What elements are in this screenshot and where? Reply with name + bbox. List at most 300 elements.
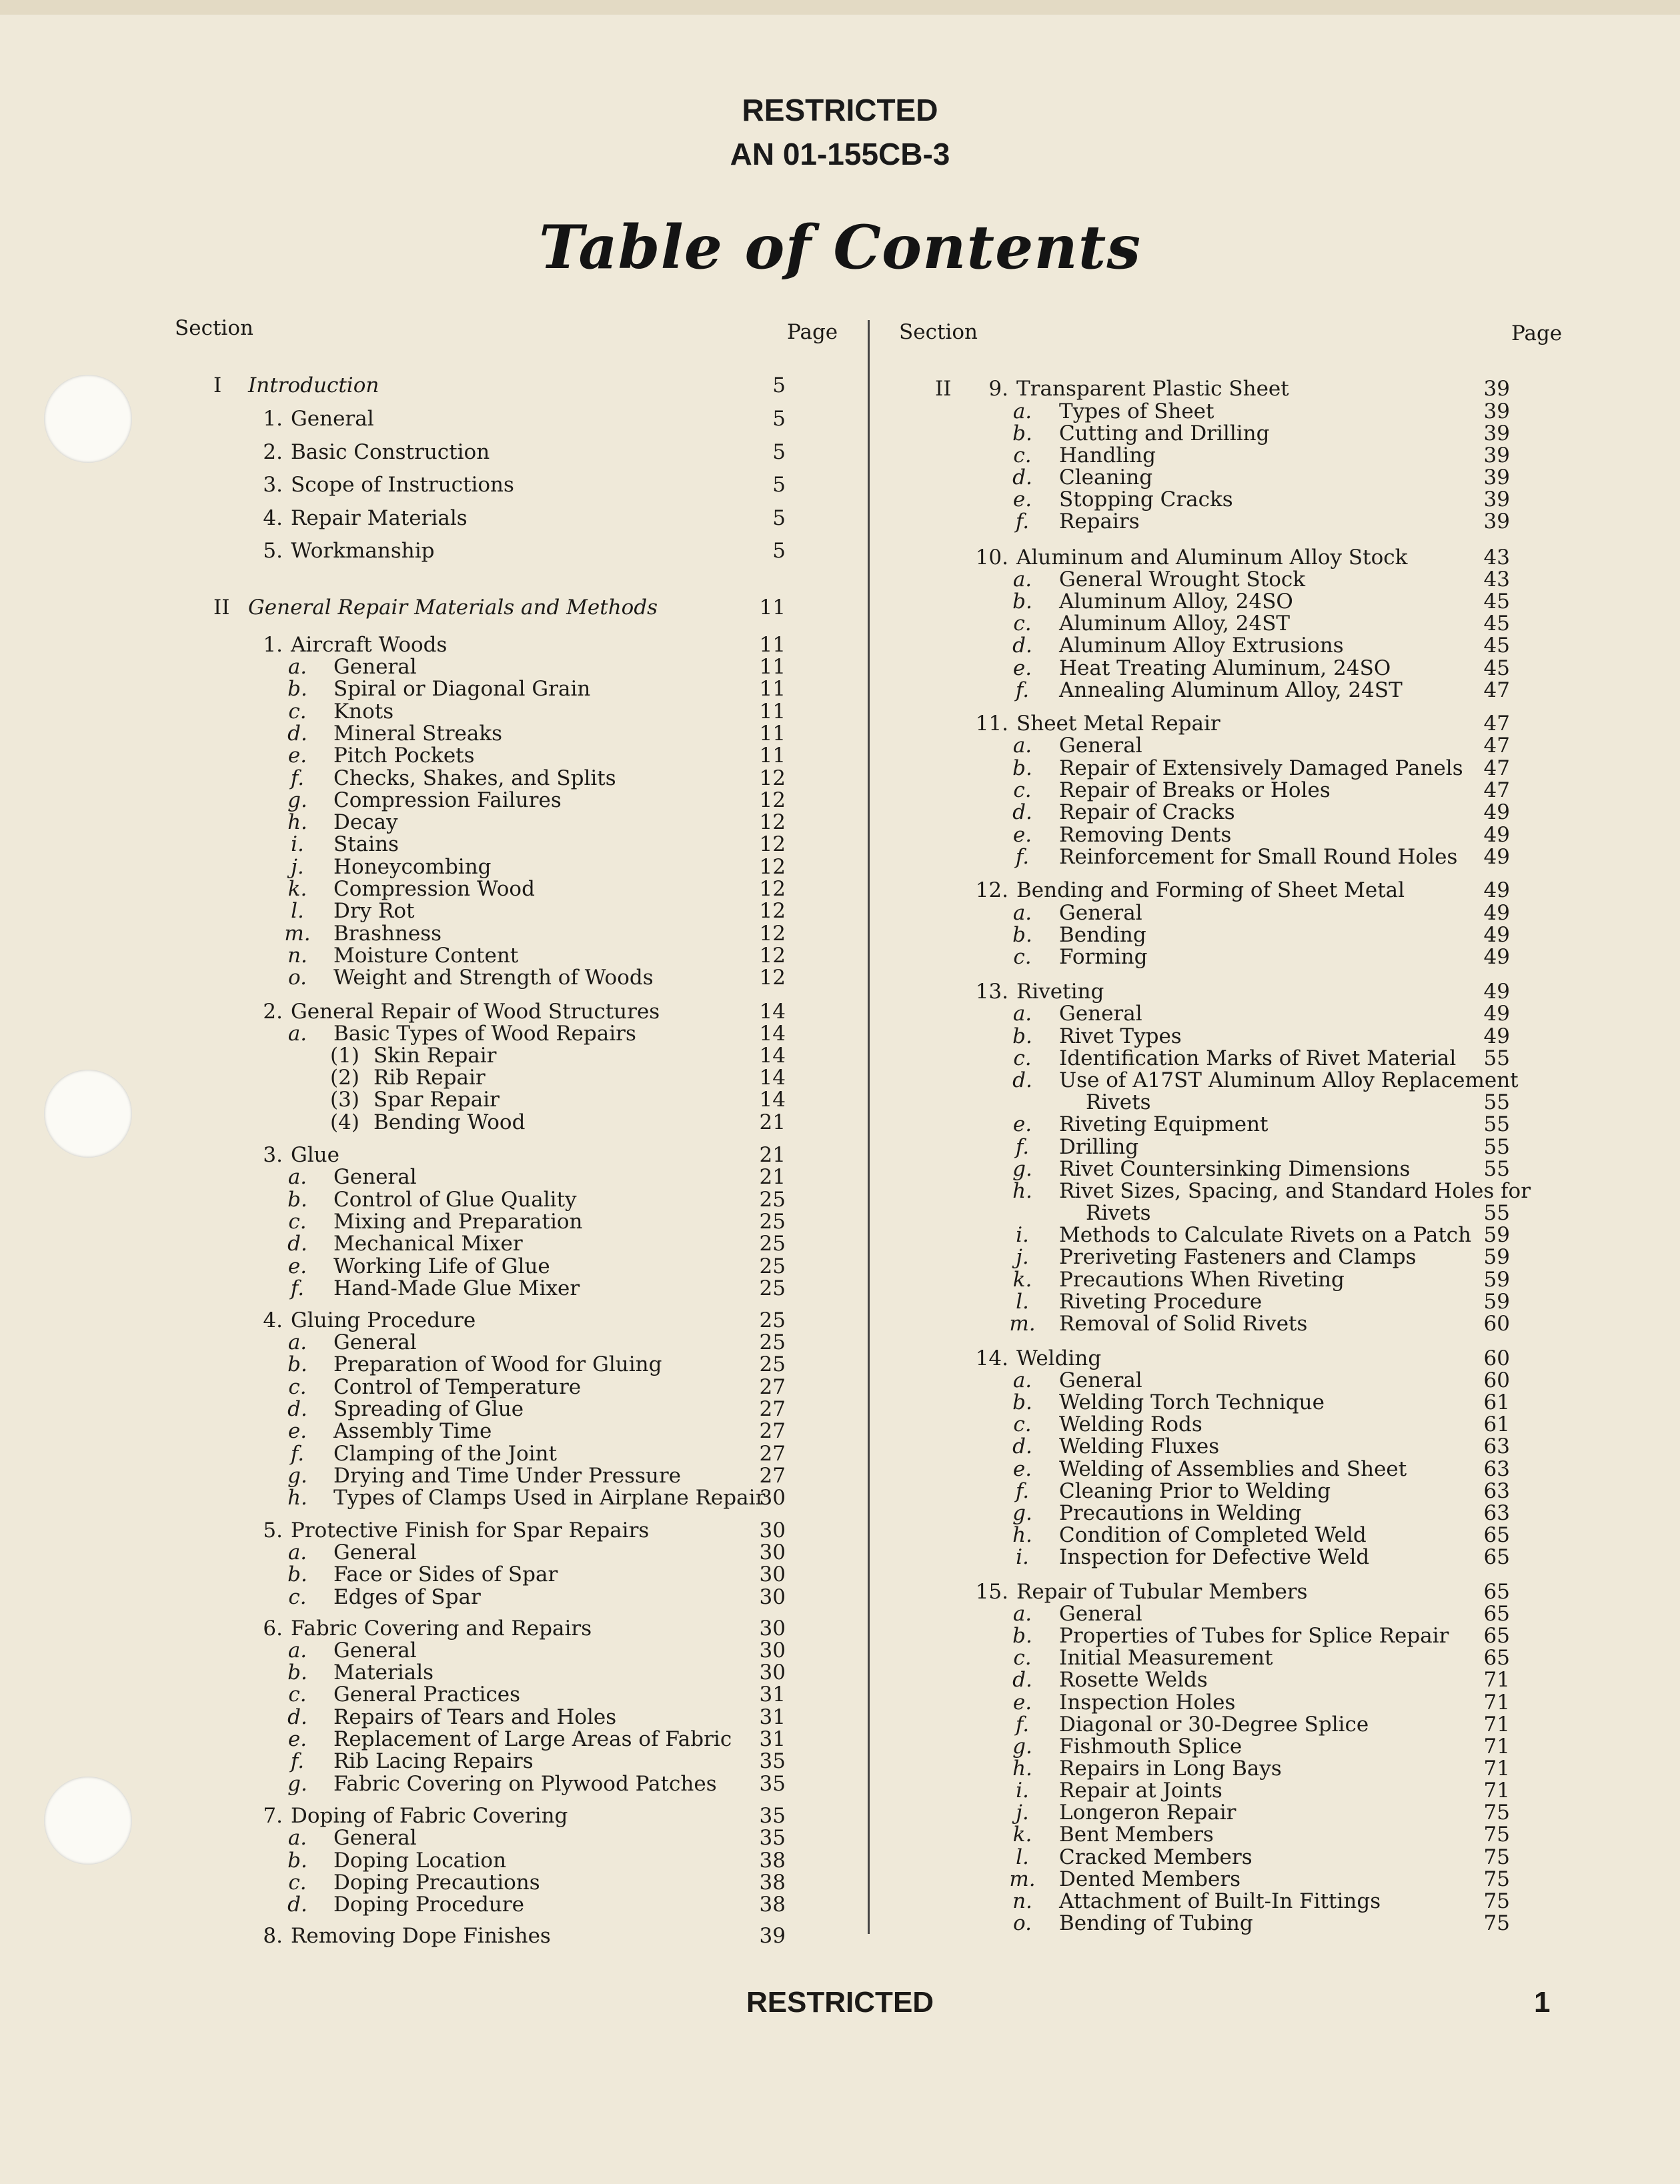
entry-title: Weight and Strength of Woods xyxy=(333,966,654,990)
page-ref: 49 xyxy=(1483,1024,1510,1048)
page-ref: 59 xyxy=(1483,1268,1510,1292)
page-ref: 75 xyxy=(1483,1911,1510,1935)
document-number: AN 01-155CB-3 xyxy=(730,137,950,171)
entry-title: Rivets xyxy=(1086,1201,1151,1225)
item-letter: h. xyxy=(287,810,307,834)
item-number: 7. xyxy=(263,1804,283,1828)
right-entry xyxy=(0,1801,1680,1824)
item-letter: m. xyxy=(284,922,311,946)
entry-title: General xyxy=(1059,1602,1142,1626)
item-letter: d. xyxy=(287,1397,307,1421)
entry-title: Initial Measurement xyxy=(1059,1646,1273,1670)
item-letter: c. xyxy=(1013,612,1032,636)
item-letter: g. xyxy=(1012,1157,1032,1181)
entry-title: Preparation of Wood for Gluing xyxy=(333,1352,662,1376)
page-ref: 49 xyxy=(1483,845,1510,869)
page-ref: 49 xyxy=(1483,800,1510,824)
right-entry xyxy=(0,899,1680,925)
entry-title: Identification Marks of Rivet Material xyxy=(1059,1046,1457,1070)
page-ref: 63 xyxy=(1483,1434,1510,1458)
page-ref: 21 xyxy=(759,1165,786,1189)
right-entry xyxy=(0,1580,1680,1603)
item-letter: j. xyxy=(1016,1245,1029,1269)
item-letter: l. xyxy=(1016,1290,1029,1314)
item-letter: b. xyxy=(1012,1024,1032,1048)
right-entry xyxy=(0,924,1680,946)
entry-title: Welding Rods xyxy=(1059,1412,1202,1436)
entry-title: Bending and Forming of Sheet Metal xyxy=(1016,878,1405,902)
page-ref: 14 xyxy=(759,1022,786,1046)
item-letter: a. xyxy=(287,1022,307,1046)
item-letter: g. xyxy=(287,1464,307,1488)
item-letter: c. xyxy=(1013,778,1032,802)
entry-title: Control of Glue Quality xyxy=(333,1188,577,1212)
entry-title: Protective Finish for Spar Repairs xyxy=(291,1518,650,1542)
right-entry xyxy=(0,1823,1680,1846)
entry-title: Aluminum Alloy, 24SO xyxy=(1059,590,1293,614)
section-number: I xyxy=(213,373,222,397)
entry-title: Forming xyxy=(1059,945,1148,969)
page-ref: 65 xyxy=(1483,1602,1510,1626)
page-ref: 55 xyxy=(1483,1046,1510,1070)
page-ref: 21 xyxy=(759,1110,786,1134)
page-ref: 25 xyxy=(759,1188,786,1212)
entry-title: Repair of Breaks or Holes xyxy=(1059,778,1331,802)
page-ref: 5 xyxy=(772,506,786,530)
right-entry xyxy=(0,657,1680,680)
item-subnumber: (3) xyxy=(330,1088,359,1112)
entry-title: Welding xyxy=(1016,1346,1102,1370)
item-letter: c. xyxy=(288,1375,307,1399)
page-ref: 27 xyxy=(759,1375,786,1399)
page-ref: 65 xyxy=(1483,1545,1510,1569)
item-letter: h. xyxy=(287,1486,307,1510)
item-letter: f. xyxy=(1015,845,1030,869)
right-entry xyxy=(0,1136,1680,1158)
entry-title: Repair Materials xyxy=(291,506,468,530)
page-ref: 25 xyxy=(759,1276,786,1300)
item-letter: b. xyxy=(1012,1624,1032,1648)
page-ref: 47 xyxy=(1483,756,1510,780)
page-ref: 55 xyxy=(1483,1157,1510,1181)
item-letter: n. xyxy=(287,944,307,968)
right-entry xyxy=(0,488,1680,511)
item-letter: a. xyxy=(287,1165,307,1189)
item-letter: c. xyxy=(1013,1046,1032,1070)
page-ref: 12 xyxy=(759,899,786,923)
item-letter: e. xyxy=(1012,1691,1032,1715)
item-letter: b. xyxy=(1012,421,1032,445)
right-entry xyxy=(0,980,1680,1003)
entry-title: General xyxy=(291,407,374,431)
right-entry xyxy=(0,1246,1680,1268)
right-entry xyxy=(0,1091,1680,1114)
page-ref: 5 xyxy=(772,539,786,563)
entry-title: Honeycombing xyxy=(333,855,492,879)
item-letter: f. xyxy=(1015,678,1030,702)
entry-title: General xyxy=(1059,901,1142,925)
page-ref: 14 xyxy=(759,1066,786,1090)
right-entry xyxy=(0,879,1680,902)
page-ref: 30 xyxy=(759,1562,786,1586)
entry-title: Rivet Sizes, Spacing, and Standard Holes for xyxy=(1059,1179,1531,1203)
page-ref: 11 xyxy=(759,744,786,768)
right-entry xyxy=(0,846,1680,868)
item-letter: k. xyxy=(1012,1268,1032,1292)
entry-title: Removing Dope Finishes xyxy=(291,1924,551,1948)
page-ref: 75 xyxy=(1483,1801,1510,1825)
entry-title: Face or Sides of Spar xyxy=(333,1562,558,1586)
item-letter: j. xyxy=(291,855,304,879)
item-letter: i. xyxy=(1016,1223,1029,1247)
item-letter: a. xyxy=(287,1826,307,1850)
entry-title: Repairs in Long Bays xyxy=(1059,1757,1282,1781)
entry-title: Bent Members xyxy=(1059,1823,1214,1847)
entry-title: Riveting xyxy=(1016,980,1104,1004)
item-letter: e. xyxy=(287,744,307,768)
page-ref: 45 xyxy=(1483,612,1510,636)
entry-title: Hand-Made Glue Mixer xyxy=(333,1276,580,1300)
entry-title: Clamping of the Joint xyxy=(333,1442,557,1466)
entry-title: Stains xyxy=(333,832,399,856)
right-entry xyxy=(0,801,1680,824)
page-ref: 30 xyxy=(759,1518,786,1542)
section-number: II xyxy=(935,377,952,401)
right-entry xyxy=(0,510,1680,533)
entry-title: Bending of Tubing xyxy=(1059,1911,1253,1935)
item-letter: d. xyxy=(1012,1068,1032,1092)
entry-title: Pitch Pockets xyxy=(333,744,475,768)
page-ref: 27 xyxy=(759,1419,786,1443)
item-letter: d. xyxy=(1012,1434,1032,1458)
item-number: 5. xyxy=(263,1518,283,1542)
item-number: 5. xyxy=(263,539,283,563)
page-ref: 49 xyxy=(1483,823,1510,847)
item-letter: f. xyxy=(290,1442,305,1466)
entry-title: Spar Repair xyxy=(373,1088,500,1112)
page-ref: 35 xyxy=(759,1749,786,1773)
item-letter: a. xyxy=(1012,901,1032,925)
entry-title: General xyxy=(333,1540,417,1564)
right-entry xyxy=(0,1002,1680,1025)
entry-title: Decay xyxy=(333,810,398,834)
page-ref: 47 xyxy=(1483,734,1510,758)
entry-title: Welding of Assemblies and Sheet xyxy=(1059,1457,1407,1481)
entry-title: Reinforcement for Small Round Holes xyxy=(1059,845,1458,869)
item-letter: g. xyxy=(287,788,307,812)
entry-title: Control of Temperature xyxy=(333,1375,582,1399)
entry-title: Assembly Time xyxy=(333,1419,492,1443)
page-ref: 27 xyxy=(759,1442,786,1466)
right-entry xyxy=(0,1435,1680,1458)
item-letter: d. xyxy=(287,1893,307,1917)
item-letter: c. xyxy=(288,1683,307,1707)
page-ref: 30 xyxy=(759,1486,786,1510)
item-letter: e. xyxy=(287,1254,307,1278)
entry-title: General Repair Materials and Methods xyxy=(248,596,658,620)
entry-title: Gluing Procedure xyxy=(291,1308,476,1332)
entry-title: Brashness xyxy=(333,922,442,946)
page-ref: 11 xyxy=(759,655,786,679)
item-letter: c. xyxy=(288,700,307,724)
entry-title: Types of Clamps Used in Airplane Repair xyxy=(333,1486,766,1510)
item-letter: f. xyxy=(1015,1479,1030,1503)
page-ref: 31 xyxy=(759,1683,786,1707)
page-ref: 39 xyxy=(1483,377,1510,401)
entry-title: Inspection for Defective Weld xyxy=(1059,1545,1370,1569)
item-letter: c. xyxy=(288,1871,307,1895)
page-top-edge xyxy=(0,0,1680,15)
right-entry xyxy=(0,466,1680,489)
page-ref: 71 xyxy=(1483,1757,1510,1781)
item-letter: i. xyxy=(291,832,304,856)
item-letter: a. xyxy=(1012,1002,1032,1026)
right-entry xyxy=(0,757,1680,780)
entry-title: Replacement of Large Areas of Fabric xyxy=(333,1727,732,1751)
page-ref: 61 xyxy=(1483,1390,1510,1414)
entry-title: Use of A17ST Aluminum Alloy Replacement xyxy=(1059,1068,1519,1092)
page-ref: 5 xyxy=(772,440,786,464)
page-ref: 5 xyxy=(772,407,786,431)
entry-title: Riveting Equipment xyxy=(1059,1112,1269,1136)
entry-title: Basic Construction xyxy=(291,440,490,464)
page-ref: 59 xyxy=(1483,1223,1510,1247)
page-ref: 14 xyxy=(759,1088,786,1112)
entry-title: General xyxy=(333,1826,417,1850)
item-letter: c. xyxy=(1013,443,1032,467)
entry-title: Sheet Metal Repair xyxy=(1016,712,1220,736)
page-ref: 35 xyxy=(759,1826,786,1850)
page-ref: 71 xyxy=(1483,1779,1510,1803)
entry-title: Repair at Joints xyxy=(1059,1779,1222,1803)
entry-title: Rib Repair xyxy=(373,1066,486,1090)
item-number: 11. xyxy=(975,712,1008,736)
item-letter: a. xyxy=(1012,1368,1032,1392)
right-entry xyxy=(0,1691,1680,1714)
item-number: 10. xyxy=(975,545,1008,570)
entry-title: Checks, Shakes, and Splits xyxy=(333,766,616,790)
entry-title: Materials xyxy=(333,1661,434,1685)
right-entry xyxy=(0,1846,1680,1869)
page-ref: 14 xyxy=(759,1044,786,1068)
right-entry xyxy=(0,1369,1680,1392)
page-ref: 25 xyxy=(759,1330,786,1354)
page-ref: 45 xyxy=(1483,656,1510,680)
page-ref: 12 xyxy=(759,855,786,879)
item-letter: f. xyxy=(290,1749,305,1773)
item-number: 6. xyxy=(263,1616,283,1641)
item-letter: b. xyxy=(1012,590,1032,614)
item-number: 13. xyxy=(975,980,1008,1004)
item-letter: c. xyxy=(1013,1646,1032,1670)
entry-title: Repair of Cracks xyxy=(1059,800,1235,824)
page-ref: 30 xyxy=(759,1585,786,1609)
page-ref: 38 xyxy=(759,1871,786,1895)
entry-title: Preriveting Fasteners and Clamps xyxy=(1059,1245,1417,1269)
entry-title: Inspection Holes xyxy=(1059,1691,1236,1715)
page-ref: 39 xyxy=(1483,509,1510,533)
entry-title: Rivets xyxy=(1086,1090,1151,1114)
entry-title: Cutting and Drilling xyxy=(1059,421,1270,445)
entry-title: Annealing Aluminum Alloy, 24ST xyxy=(1059,678,1403,702)
page-ref: 47 xyxy=(1483,778,1510,802)
entry-title: Scope of Instructions xyxy=(291,473,514,497)
right-entry xyxy=(0,1069,1680,1092)
right-entry xyxy=(0,1312,1680,1335)
page-ref: 25 xyxy=(759,1210,786,1234)
right-entry xyxy=(0,444,1680,467)
page-ref: 75 xyxy=(1483,1889,1510,1913)
page-ref: 11 xyxy=(759,722,786,746)
right-entry xyxy=(0,1669,1680,1691)
page-ref: 59 xyxy=(1483,1245,1510,1269)
item-letter: a. xyxy=(1012,568,1032,592)
item-number: 14. xyxy=(975,1346,1008,1370)
page-ref: 49 xyxy=(1483,923,1510,947)
page-ref: 12 xyxy=(759,877,786,901)
entry-title: Edges of Spar xyxy=(333,1585,481,1609)
page-ref: 31 xyxy=(759,1727,786,1751)
entry-title: Diagonal or 30-Degree Splice xyxy=(1059,1713,1369,1737)
entry-title: Working Life of Glue xyxy=(333,1254,550,1278)
page-ref: 25 xyxy=(759,1232,786,1256)
right-entry xyxy=(0,568,1680,591)
right-entry xyxy=(0,1890,1680,1913)
item-letter: g. xyxy=(1012,1501,1032,1525)
item-letter: m. xyxy=(1009,1312,1036,1336)
item-letter: j. xyxy=(1016,1801,1029,1825)
right-entry xyxy=(0,1458,1680,1480)
item-letter: c. xyxy=(1013,1412,1032,1436)
page-title: Table of Contents xyxy=(538,212,1142,283)
page-ref: 55 xyxy=(1483,1112,1510,1136)
entry-title: General xyxy=(1059,1368,1142,1392)
page-number: 1 xyxy=(1534,1986,1551,2019)
page-ref: 49 xyxy=(1483,878,1510,902)
item-letter: n. xyxy=(1012,1889,1032,1913)
entry-title: Doping Precautions xyxy=(333,1871,540,1895)
item-number: 4. xyxy=(263,1308,283,1332)
page-ref: 39 xyxy=(1483,421,1510,445)
item-letter: d. xyxy=(1012,634,1032,658)
item-letter: f. xyxy=(1015,1135,1030,1159)
right-entry xyxy=(0,1268,1680,1291)
entry-title: Doping Location xyxy=(333,1849,507,1873)
entry-title: Precautions in Welding xyxy=(1059,1501,1302,1525)
page-ref: 71 xyxy=(1483,1735,1510,1759)
item-letter: b. xyxy=(287,1352,307,1376)
entry-title: Rivet Types xyxy=(1059,1024,1182,1048)
entry-title: General xyxy=(333,1165,417,1189)
entry-title: Aluminum and Aluminum Alloy Stock xyxy=(1016,545,1408,570)
right-entry xyxy=(0,1391,1680,1414)
item-subnumber: (4) xyxy=(330,1110,359,1134)
entry-title: Drying and Time Under Pressure xyxy=(333,1464,682,1488)
item-letter: a. xyxy=(1012,1602,1032,1626)
page-ref: 25 xyxy=(759,1352,786,1376)
item-letter: f. xyxy=(1015,509,1030,533)
entry-title: Longeron Repair xyxy=(1059,1801,1236,1825)
entry-title: Repair of Extensively Damaged Panels xyxy=(1059,756,1463,780)
right-entry xyxy=(0,1757,1680,1780)
item-letter: b. xyxy=(287,677,307,701)
entry-title: Bending xyxy=(1059,923,1146,947)
page-ref: 49 xyxy=(1483,980,1510,1004)
page-ref: 30 xyxy=(759,1616,786,1641)
right-entry xyxy=(0,634,1680,657)
entry-title: Dented Members xyxy=(1059,1867,1241,1891)
page-ref: 60 xyxy=(1483,1368,1510,1392)
item-letter: e. xyxy=(1012,823,1032,847)
page-ref: 39 xyxy=(1483,487,1510,511)
right-entry xyxy=(0,1224,1680,1246)
item-letter: b. xyxy=(1012,1390,1032,1414)
entry-title: Properties of Tubes for Splice Repair xyxy=(1059,1624,1449,1648)
page-ref: 31 xyxy=(759,1705,786,1729)
right-entry xyxy=(0,1025,1680,1048)
entry-title: Mechanical Mixer xyxy=(333,1232,523,1256)
left-section-header: Section xyxy=(175,316,253,340)
page-ref: 63 xyxy=(1483,1479,1510,1503)
entry-title: Mixing and Preparation xyxy=(333,1210,583,1234)
item-number: 15. xyxy=(975,1580,1008,1604)
entry-title: Cracked Members xyxy=(1059,1845,1252,1869)
page-ref: 30 xyxy=(759,1540,786,1564)
page-ref: 5 xyxy=(772,373,786,397)
item-number: 12. xyxy=(975,878,1008,902)
item-letter: b. xyxy=(287,1661,307,1685)
restricted-marking-bottom: RESTRICTED xyxy=(746,1986,934,2019)
item-letter: o. xyxy=(1013,1911,1032,1935)
item-letter: o. xyxy=(288,966,307,990)
item-letter: l. xyxy=(1016,1845,1029,1869)
entry-title: Condition of Completed Weld xyxy=(1059,1523,1367,1547)
page-ref: 39 xyxy=(1483,443,1510,467)
page-ref: 35 xyxy=(759,1804,786,1828)
page-ref: 59 xyxy=(1483,1290,1510,1314)
entry-title: General xyxy=(333,655,417,679)
right-entry xyxy=(0,1624,1680,1647)
page-ref: 75 xyxy=(1483,1867,1510,1891)
item-letter: h. xyxy=(1012,1179,1032,1203)
item-letter: a. xyxy=(1012,399,1032,423)
item-number: 1. xyxy=(263,633,283,657)
right-entry xyxy=(0,1290,1680,1313)
entry-title: Stopping Cracks xyxy=(1059,487,1233,511)
page-ref: 60 xyxy=(1483,1346,1510,1370)
entry-title: Moisture Content xyxy=(333,944,519,968)
entry-title: Types of Sheet xyxy=(1059,399,1214,423)
right-entry xyxy=(0,946,1680,968)
item-letter: i. xyxy=(1016,1545,1029,1569)
page-ref: 12 xyxy=(759,966,786,990)
item-number: 3. xyxy=(263,1143,283,1167)
page-ref: 38 xyxy=(759,1893,786,1917)
page-ref: 63 xyxy=(1483,1457,1510,1481)
item-number: 4. xyxy=(263,506,283,530)
entry-title: Riveting Procedure xyxy=(1059,1290,1263,1314)
entry-title: Rosette Welds xyxy=(1059,1668,1208,1692)
right-entry xyxy=(0,1413,1680,1436)
item-letter: d. xyxy=(1012,1668,1032,1692)
entry-title: Doping of Fabric Covering xyxy=(291,1804,568,1828)
page-ref: 25 xyxy=(759,1308,786,1332)
page-ref: 30 xyxy=(759,1661,786,1685)
item-letter: c. xyxy=(288,1210,307,1234)
right-entry xyxy=(0,1158,1680,1180)
right-entry xyxy=(0,679,1680,702)
page-ref: 27 xyxy=(759,1464,786,1488)
